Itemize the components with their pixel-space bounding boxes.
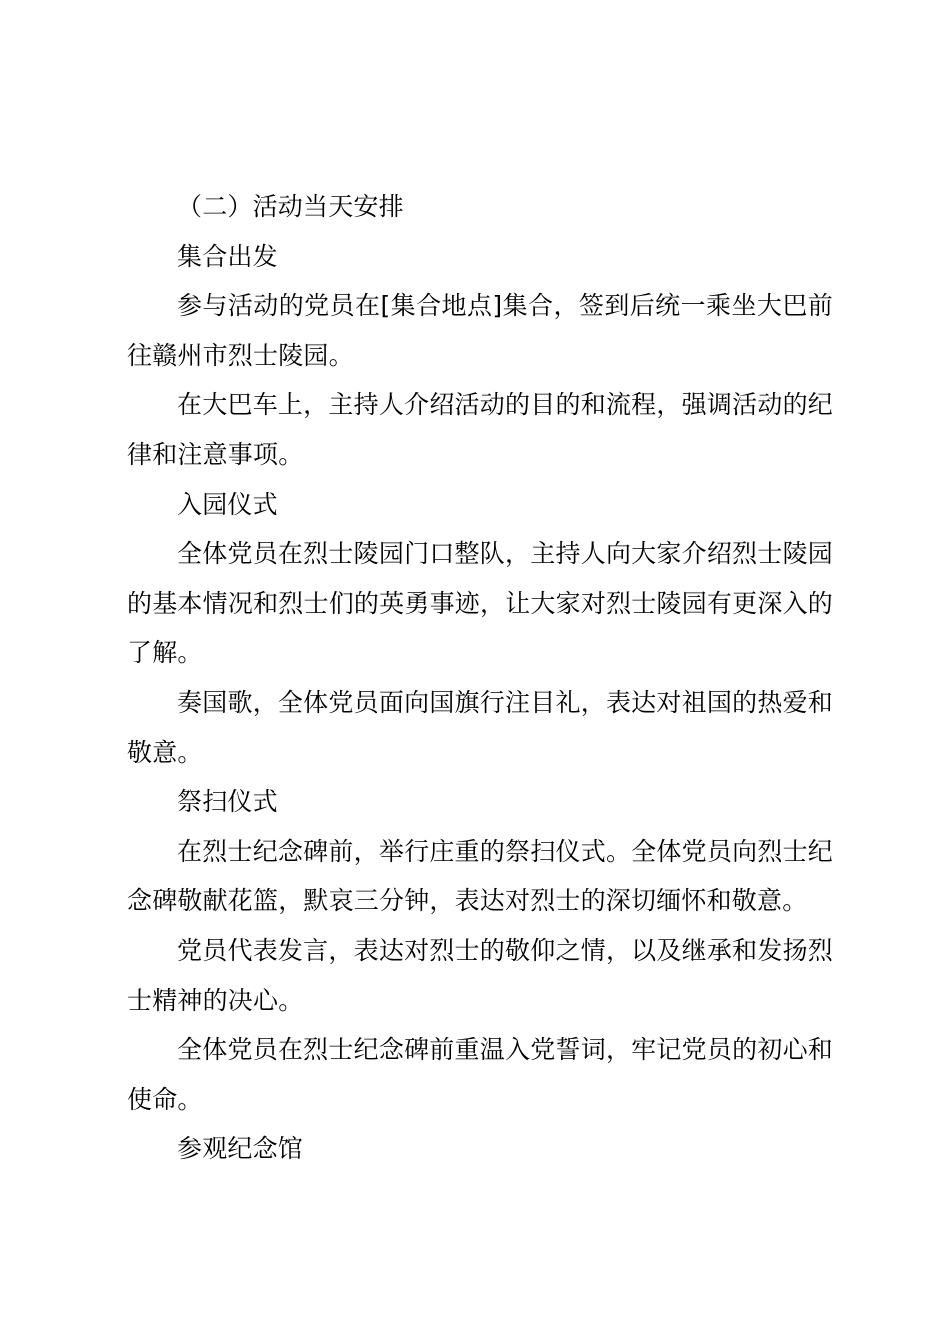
- paragraph: 全体党员在烈士纪念碑前重温入党誓词，牢记党员的初心和使命。: [127, 1035, 833, 1114]
- paragraph: 奏国歌，全体党员面向国旗行注目礼，表达对祖国的热爱和敬意。: [127, 687, 833, 767]
- section-heading: （二）活动当天安排: [177, 192, 404, 221]
- document-body: [127, 182, 833, 1174]
- subheading-museum-visit: 参观纪念馆: [177, 1134, 304, 1164]
- subheading-entry-ceremony: 入园仪式: [177, 489, 278, 519]
- paragraph: 全体党员在烈士陵园门口整队，主持人向大家介绍烈士陵园的基本情况和烈士们的英勇事迹，让大家对烈士陵园有更深入的了解。: [127, 539, 833, 668]
- subheading-assembly: 集合出发: [177, 241, 278, 271]
- paragraph: 在烈士纪念碑前，举行庄重的祭扫仪式。全体党员向烈士纪念碑敬献花篮，默哀三分钟，表达对烈士的深切缅怀和敬意。: [127, 836, 833, 916]
- paragraph: 在大巴车上，主持人介绍活动的目的和流程，强调活动的纪律和注意事项。: [127, 390, 833, 469]
- paragraph: 党员代表发言，表达对烈士的敬仰之情，以及继承和发扬烈士精神的决心。: [127, 935, 833, 1015]
- paragraph: 参与活动的党员在[集合地点]集合，签到后统一乘坐大巴前往赣州市烈士陵园。: [127, 291, 833, 370]
- subheading-memorial-ceremony: 祭扫仪式: [177, 787, 278, 817]
